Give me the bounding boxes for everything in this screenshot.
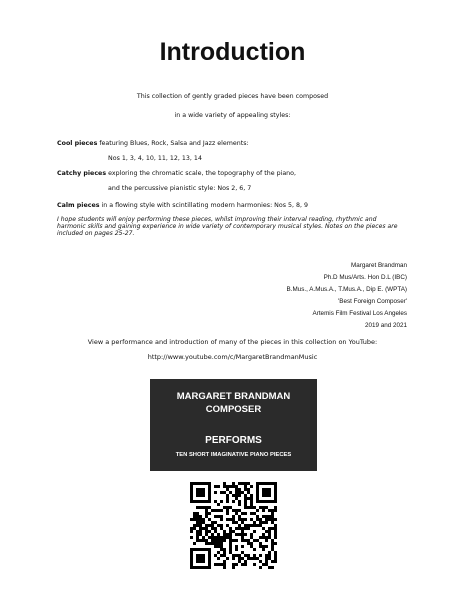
promo-banner (150, 379, 317, 471)
catchy-pieces-line (57, 170, 296, 177)
signature-degree-1: Ph.D Mus/Arts. Hon D.L (IBC) (323, 274, 407, 281)
cool-pieces-text: featuring Blues, Rock, Salsa and Jazz elements: (97, 140, 249, 147)
teacher-note: I hope students will enjoy performing these pieces, whilst improving their interval reading, rhythmic and harmonic skills and gaining experience in wide variety of contemporary musical styles. Notes on the pieces are included on pages 25-27. (57, 216, 398, 238)
signature-festival: Artemis Film Festival Los Angeles (312, 310, 407, 317)
intro-line-2: in a wide variety of appealing styles: (174, 112, 291, 119)
signature-award: 'Best Foreign Composer' (338, 298, 407, 305)
catchy-pieces-text: exploring the chromatic scale, the topography of the piano, (106, 170, 297, 177)
cool-pieces-label: Cool pieces (57, 140, 98, 147)
calm-pieces-label: Calm pieces (57, 202, 100, 209)
signature-degree-2: B.Mus., A.Mus.A., T.Mus.A., Dip E. (WPTA) (286, 286, 407, 293)
signature-years: 2019 and 2021 (364, 322, 407, 329)
promo-name: MARGARET BRANDMAN (176, 391, 291, 402)
youtube-link[interactable]: http://www.youtube.com/c/MargaretBrandmanMusic (147, 353, 318, 361)
youtube-cta: View a performance and introduction of many of the pieces in this collection on YouTube: (87, 338, 378, 346)
promo-role: COMPOSER (205, 404, 262, 415)
calm-pieces-text: in a flowing style with scintillating modern harmonies: Nos 5, 8, 9 (99, 202, 309, 209)
cool-pieces-numbers: Nos 1, 3, 4, 10, 11, 12, 13, 14 (108, 155, 202, 162)
page-title: Introduction (159, 38, 306, 66)
promo-subtitle: TEN SHORT IMAGINATIVE PIANO PIECES (175, 452, 292, 458)
signature-name: Margaret Brandman (351, 262, 407, 269)
catchy-pieces-numbers: and the percussive pianistic style: Nos 2, 6, 7 (108, 185, 252, 192)
calm-pieces-line (57, 202, 308, 209)
intro-line-1: This collection of gently graded pieces have been composed (136, 93, 329, 100)
catchy-pieces-label: Catchy pieces (57, 170, 107, 177)
cool-pieces-line (57, 140, 249, 147)
promo-performs: PERFORMS (205, 435, 262, 446)
qr-code-icon[interactable] (190, 482, 277, 569)
